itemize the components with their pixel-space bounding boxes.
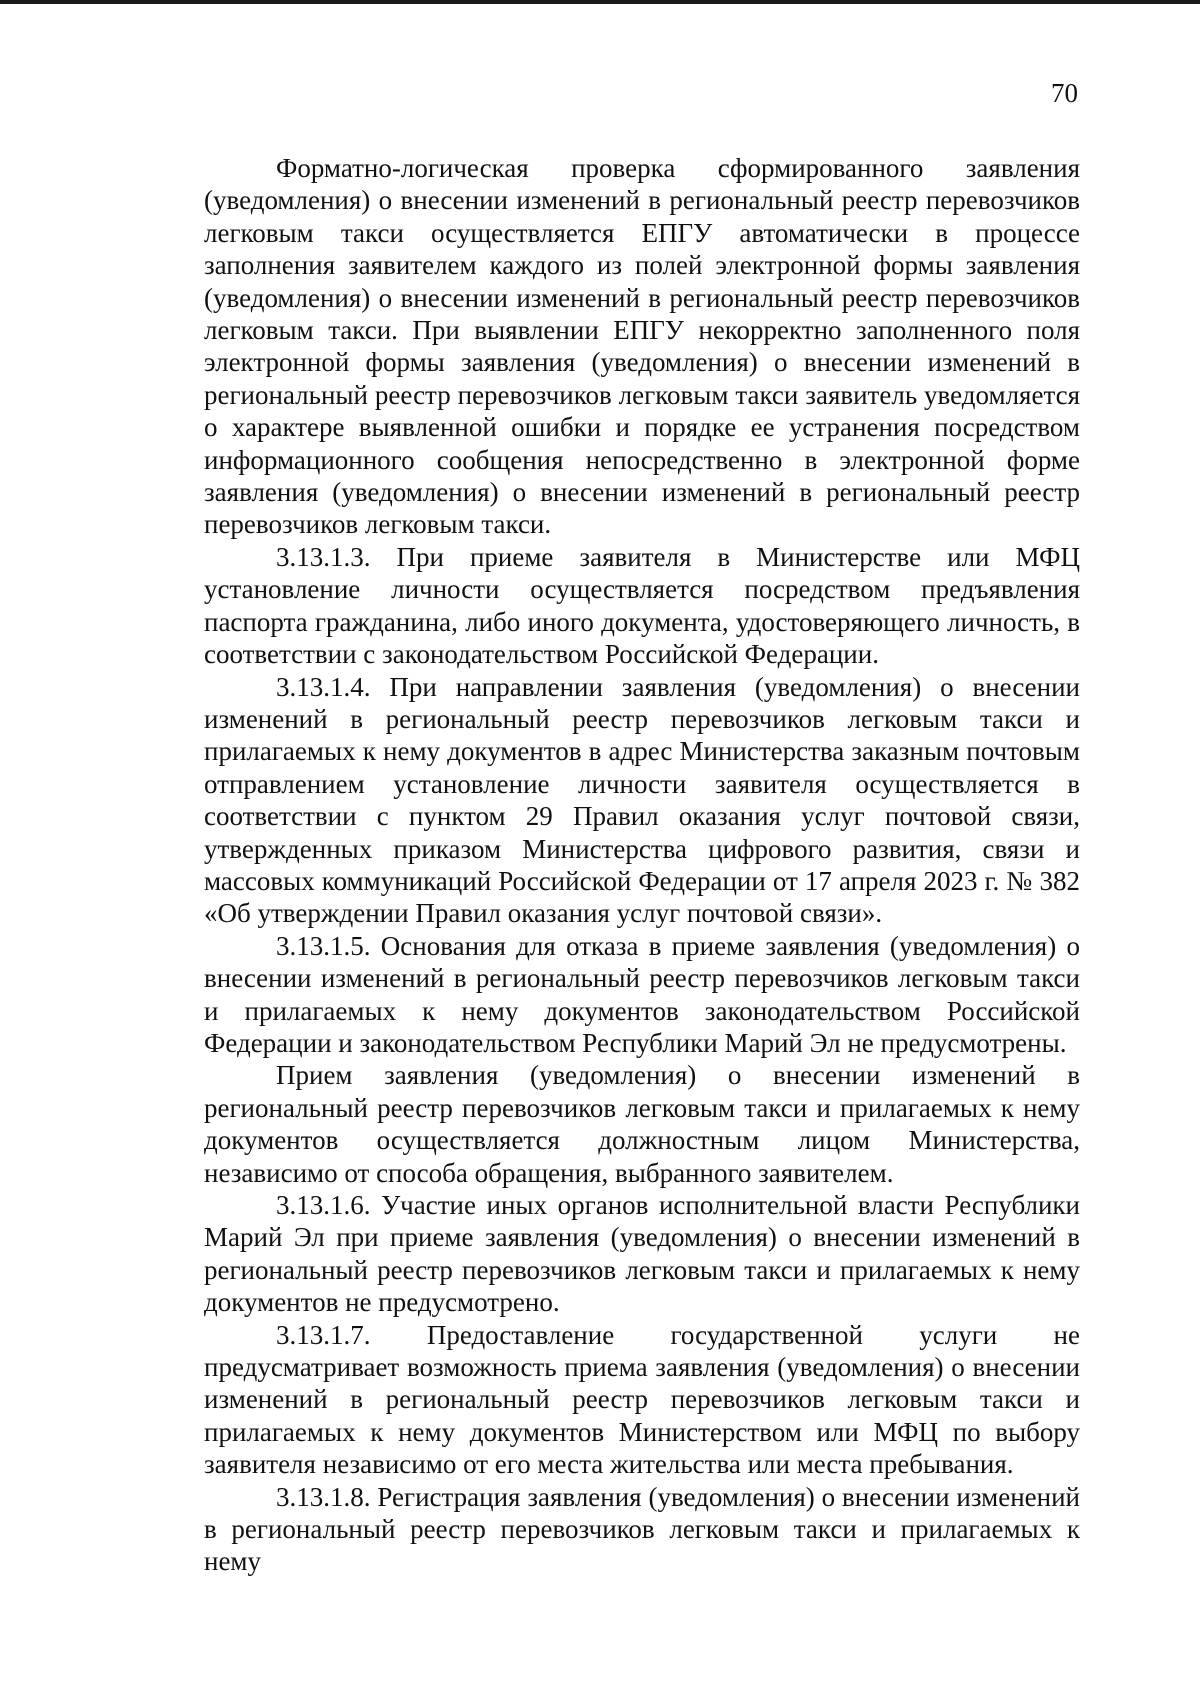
paragraph-3-13-1-8: 3.13.1.8. Регистрация заявления (уведомления) о внесении изменений в региональный реестр перевозчиков легковым такси и прилагаемых к нему — [204, 1481, 1080, 1577]
scan-top-edge — [0, 0, 1200, 4]
paragraph-reception: Прием заявления (уведомления) о внесении изменений в региональный реестр перевозчиков легковым такси и прилагаемых к нему документов осуществляется должностным лицом Министерства, независимо от способа обращения, выбранного заявителем. — [204, 1060, 1080, 1188]
paragraph-3-13-1-5: 3.13.1.5. Основания для отказа в приеме заявления (уведомления) о внесении изменений в региональный реестр перевозчиков легковым такси и прилагаемых к нему документов законодательством Российской Федерации и законодательством Республики Марий Эл не предусмотрены. — [204, 930, 1080, 1058]
paragraph-format-check: Форматно-логическая проверка сформированного заявления (уведомления) о внесении изменений в региональный реестр перевозчиков легковым такси осуществляется ЕПГУ автоматически в процессе заполнения заявителем каждого из полей электронной формы заявления (уведомления) о внесении изменений в региональный реестр перевозчиков легковым такси. При выявлении ЕПГУ некорректно заполненного поля электронной формы заявления (уведомления) о внесении изменений в региональный реестр перевозчиков легковым такси заявитель уведомляется о характере выявленной ошибки и порядке ее устранения посредством информационного сообщения непосредственно в электронной форме заявления (уведомления) о внесении изменений в региональный реестр перевозчиков легковым такси. — [204, 153, 1080, 540]
paragraph-3-13-1-6: 3.13.1.6. Участие иных органов исполнительной власти Республики Марий Эл при приеме заявления (уведомления) о внесении изменений в региональный реестр перевозчиков легковым такси и прилагаемых к нему документов не предусмотрено. — [204, 1190, 1080, 1318]
document-body — [204, 152, 1080, 1578]
paragraph-3-13-1-7: 3.13.1.7. Предоставление государственной услуги не предусматривает возможность приема заявления (уведомления) о внесении изменений в региональный реестр перевозчиков легковым такси и прилагаемых к нему документов Министерством или МФЦ по выбору заявителя независимо от его места жительства или места пребывания. — [204, 1319, 1080, 1480]
paragraph-3-13-1-3: 3.13.1.3. При приеме заявителя в Министерстве или МФЦ установление личности осуществляется посредством предъявления паспорта гражданина, либо иного документа, удостоверяющего личность, в соответствии с законодательством Российской Федерации. — [204, 541, 1080, 670]
page-number: 70 — [1051, 78, 1078, 108]
paragraph-3-13-1-4: 3.13.1.4. При направлении заявления (уведомления) о внесении изменений в региональный реестр перевозчиков легковым такси и прилагаемых к нему документов в адрес Министерства заказным почтовым отправлением установление личности заявителя осуществляется в соответствии с пунктом 29 Правил оказания услуг почтовой связи, утвержденных приказом Министерства цифрового развития, связи и массовых коммуникаций Российской Федерации от 17 апреля 2023 г. № 382 «Об утверждении Правил оказания услуг почтовой связи». — [204, 671, 1080, 929]
